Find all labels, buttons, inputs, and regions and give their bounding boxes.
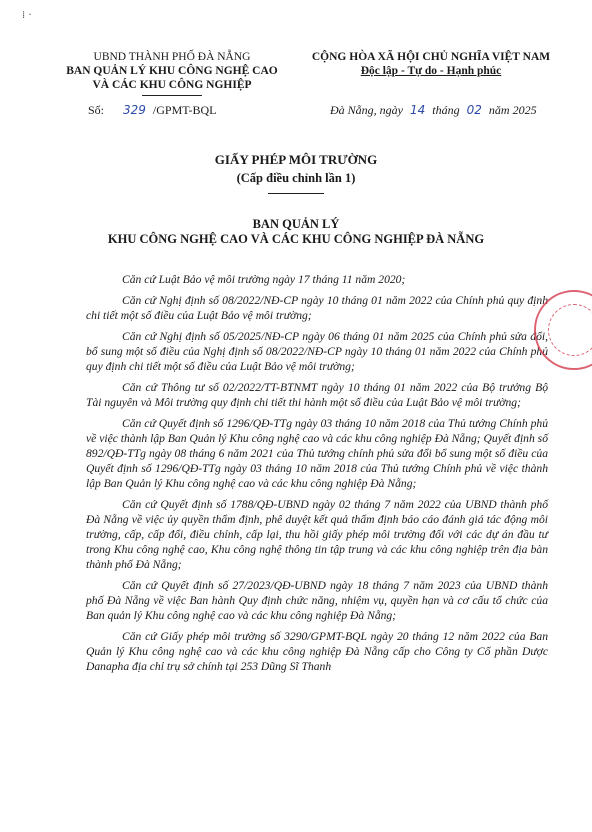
- national-title: CỘNG HÒA XÃ HỘI CHỦ NGHĨA VIỆT NAM: [311, 51, 551, 63]
- date-month: 02: [466, 103, 482, 117]
- national-motto: Độc lập - Tự do - Hạnh phúc: [360, 65, 502, 77]
- issue-date: [330, 103, 537, 118]
- seal-inner-ring: [548, 304, 592, 356]
- document-subtitle: (Cấp điều chỉnh lần 1): [236, 171, 356, 185]
- paragraph: Căn cứ Nghị định số 05/2025/NĐ-CP ngày 06 tháng 01 năm 2025 của Chính phủ sửa đổi, bổ sung một số điều của Nghị định số 08/2022/NĐ-CP ngày 10 tháng 01 năm 2022 của Chính phủ quy định chi tiết một số điều của Luật Bảo vệ môi trường;: [86, 330, 548, 373]
- issuer-line-2: BAN QUẢN LÝ KHU CÔNG NGHỆ CAO: [66, 65, 278, 77]
- issuer-underline: [142, 95, 202, 96]
- number-suffix: /GPMT-BQL: [152, 103, 217, 117]
- document-body: [86, 272, 548, 680]
- date-prefix: Đà Nẵng, ngày: [330, 103, 403, 117]
- date-month-label: tháng: [432, 103, 460, 117]
- date-year: năm 2025: [488, 103, 537, 117]
- document-number: [88, 103, 217, 118]
- paragraph: Căn cứ Quyết định số 1296/QĐ-TTg ngày 03 tháng 10 năm 2018 của Thủ tướng Chính phủ về việc thành lập Ban Quản lý Khu công nghệ cao và các khu công nghiệp Đà Nẵng; Quyết định số 892/QĐ-TTg ngày 08 tháng 6 năm 2021 của Thủ tướng chính phủ sửa đổi bổ sung một số điều của Quyết định số 1296/QĐ-TTg ngày 03 tháng 10 năm 2018 của Thủ tướng Chính phủ về việc thành lập Ban Quản lý Khu công nghệ cao và các khu công nghiệp Đà Nẵng;: [86, 417, 548, 490]
- issuer-header: [56, 50, 288, 92]
- number-prefix: Số:: [88, 103, 105, 117]
- issuer-line-1: UBND THÀNH PHỐ ĐÀ NẴNG: [93, 51, 251, 63]
- paragraph: Căn cứ Luật Bảo vệ môi trường ngày 17 tháng 11 năm 2020;: [122, 273, 406, 286]
- number-handwritten: 329: [123, 103, 146, 117]
- agency-line-2: KHU CÔNG NGHỆ CAO VÀ CÁC KHU CÔNG NGHIỆP ĐÀ NẴNG: [107, 232, 485, 246]
- corner-mark-icon: ⁞ ·: [22, 10, 32, 21]
- paragraph: Căn cứ Thông tư số 02/2022/TT-BTNMT ngày 10 tháng 01 năm 2022 của Bộ trưởng Bộ Tài nguyên và Môi trường quy định chi tiết thi hành một số điều của Luật Bảo vệ môi trường;: [86, 381, 548, 409]
- paragraph: Căn cứ Giấy phép môi trường số 3290/GPMT-BQL ngày 20 tháng 12 năm 2022 của Ban Quản lý Khu công nghệ cao và các khu công nghiệp Đà Nẵng cấp cho Công ty Cổ phần Dược Danapha địa chỉ trụ sở chính tại 253 Dũng Sĩ Thanh: [86, 630, 548, 673]
- national-header: [296, 50, 566, 78]
- document-title: GIẤY PHÉP MÔI TRƯỜNG: [214, 152, 378, 167]
- date-day: 14: [410, 103, 426, 117]
- agency-line-1: BAN QUẢN LÝ: [252, 217, 340, 231]
- paragraph: Căn cứ Quyết định số 27/2023/QĐ-UBND ngày 18 tháng 7 năm 2023 của UBND thành phố Đà Nẵng về việc Ban hành Quy định chức năng, nhiệm vụ, quyền hạn và cơ cấu tổ chức của Ban quản lý Khu công nghệ cao và các khu công nghiệp Đà Nẵng;: [86, 579, 548, 622]
- paragraph: Căn cứ Nghị định số 08/2022/NĐ-CP ngày 10 tháng 01 năm 2022 của Chính phủ quy định chi tiết một số điều của Luật Bảo vệ môi trường;: [86, 294, 548, 322]
- issuer-line-3: VÀ CÁC KHU CÔNG NGHIỆP: [92, 79, 252, 91]
- paragraph: Căn cứ Quyết định số 1788/QĐ-UBND ngày 02 tháng 7 năm 2022 của UBND thành phố Đà Nẵng về việc ủy quyền thẩm định, phê duyệt kết quả thẩm định báo cáo đánh giá tác động môi trường, cấp, cấp đổi, điều chỉnh, cấp lại, thu hồi giấy phép môi trường đối với các dự án đầu tư trong Khu công nghệ cao, Khu công nghệ thông tin tập trung và các khu công nghiệp trên địa bàn thành phố Đà Nẵng;: [86, 498, 548, 571]
- title-underline: [268, 193, 324, 194]
